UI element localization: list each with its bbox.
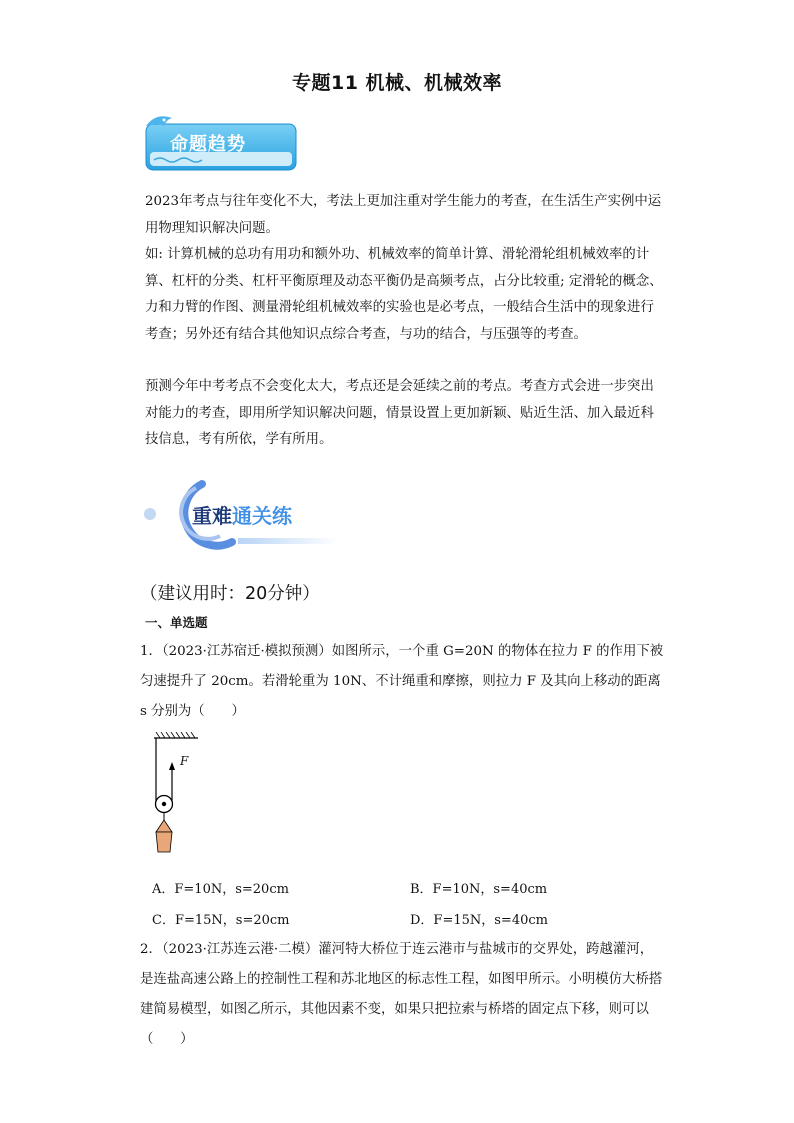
- option-c: C．F=15N，s=20cm: [152, 913, 290, 928]
- pulley-figure: [152, 732, 202, 862]
- trend-badge-label: 命题趋势: [170, 134, 246, 155]
- question-1-text: 1．（2023·江苏宿迁·模拟预测）如图所示，一个重 G=20N 的物体在拉力 F 的作用下被匀速提升了 20cm。若滑轮重为 10N、不计绳重和摩擦，则拉力 F 及其向上移动的距离 s 分别为（ ）: [140, 644, 664, 719]
- practice-badge-part2: 通关练: [232, 504, 292, 528]
- section-title: 一、单选题: [145, 615, 208, 630]
- option-b: B．F=10N，s=40cm: [410, 882, 548, 897]
- option-d: D．F=15N，s=40cm: [410, 913, 548, 928]
- trend-badge: [140, 112, 300, 174]
- paragraph-2: 如: 计算机械的总功有用功和额外功、机械效率的简单计算、滑轮滑轮组机械效率的计算、杠杆的分类、杠杆平衡原理及动态平衡仍是高频考点，占分比较重; 定滑轮的概念、力和力臂的作图、测量滑轮组机械效率的实验也是必考点，一般结合生活中的现象进行考查；另外还有结合其他知识点综合考查，与功的结合，与压强等的考查。: [145, 247, 663, 342]
- paragraph-3: 预测今年中考考点不会变化太大，考点还是会延续之前的考点。考查方式会进一步突出对能力的考查，即用所学知识解决问题，情景设置上更加新颖、贴近生活、加入最近科技信息，考有所依，学有所用。: [145, 379, 654, 447]
- option-a: A．F=10N，s=20cm: [152, 882, 289, 897]
- force-label: F: [180, 754, 189, 768]
- practice-badge-part1: 重难: [192, 504, 232, 528]
- page-title: 专题11 机械、机械效率: [291, 72, 503, 94]
- practice-badge: [142, 478, 342, 556]
- paragraph-1: 2023年考点与往年变化不大，考法上更加注重对学生能力的考查，在生活生产实例中运用物理知识解决问题。: [145, 194, 662, 236]
- time-hint: （建议用时：20分钟）: [140, 584, 320, 604]
- question-2-text: 2．（2023·江苏连云港·二模）灌河特大桥位于连云港市与盐城市的交界处，跨越灌河，是连盐高速公路上的控制性工程和苏北地区的标志性工程，如图甲所示。小明模仿大桥搭建简易模型，如图乙所示，其他因素不变，如果只把拉索与桥塔的固定点下移，则可以（ ）: [140, 942, 663, 1047]
